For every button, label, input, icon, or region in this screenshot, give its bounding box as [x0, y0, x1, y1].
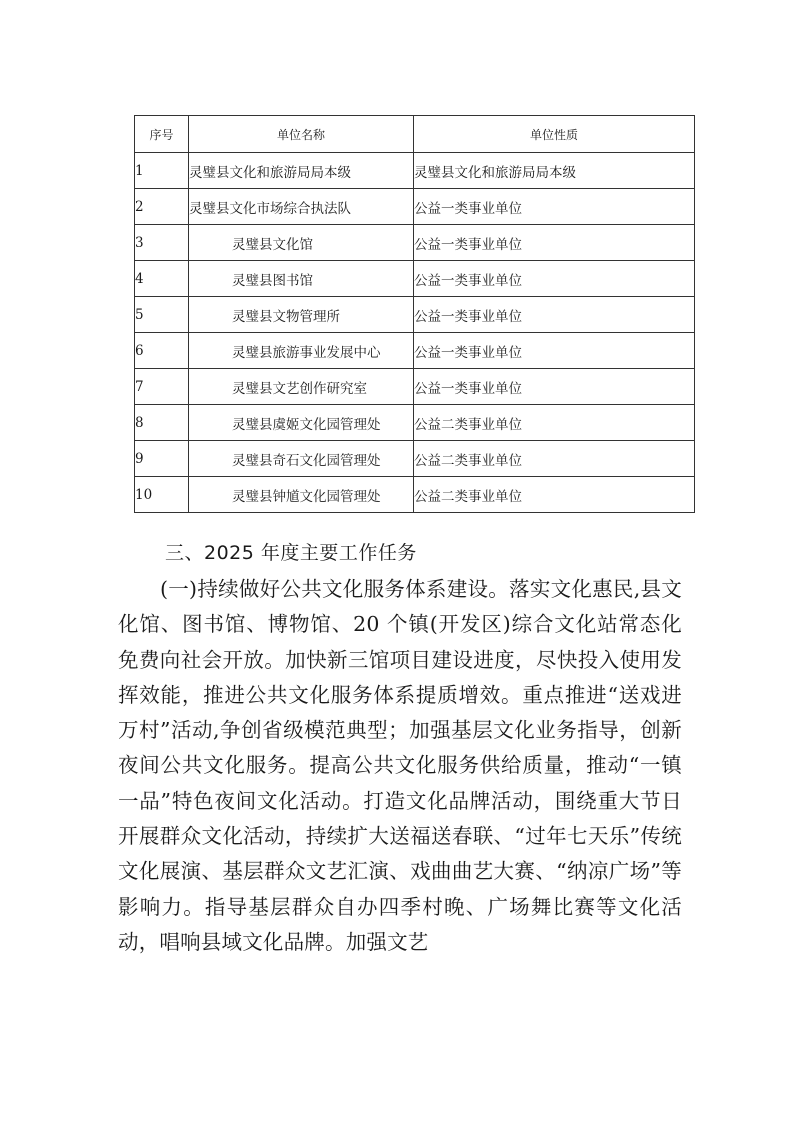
- row-serial-number: 5: [135, 297, 189, 333]
- row-unit-type: 公益一类事业单位: [414, 333, 695, 369]
- row-unit-type: 公益二类事业单位: [414, 441, 695, 477]
- section-heading: 三、2025 年度主要工作任务: [165, 542, 417, 564]
- table-header-row: [135, 116, 695, 153]
- row-unit-type: 公益一类事业单位: [414, 297, 695, 333]
- table-row: [135, 441, 695, 477]
- row-unit-type: 公益一类事业单位: [414, 369, 695, 405]
- row-unit-name: 灵璧县文化馆: [189, 225, 414, 261]
- units-table-container: [134, 115, 694, 513]
- row-unit-name: 灵璧县图书馆: [189, 261, 414, 297]
- row-unit-type: 公益一类事业单位: [414, 189, 695, 225]
- table-row: [135, 369, 695, 405]
- row-serial-number: 8: [135, 405, 189, 441]
- row-unit-name: 灵璧县奇石文化园管理处: [189, 441, 414, 477]
- row-serial-number: 2: [135, 189, 189, 225]
- row-serial-number: 1: [135, 153, 189, 189]
- row-unit-type: 公益二类事业单位: [414, 405, 695, 441]
- body-paragraph: (一)持续做好公共文化服务体系建设。落实文化惠民,县文化馆、图书馆、博物馆、20 个镇(开发区)综合文化站常态化免费向社会开放。加快新三馆项目建设进度，尽快投入使用发挥效能，推进公共文化服务体系提质增效。重点推进“送戏进万村”活动,争创省级模范典型；加强基层文化业务指导，创新夜间公共文化服务。提高公共文化服务供给质量，推动“一镇一品”特色夜间文化活动。打造文化品牌活动，围绕重大节日开展群众文化活动，持续扩大送福送春联、“过年七天乐”传统文化展演、基层群众文艺汇演、戏曲曲艺大赛、“纳凉广场”等影响力。指导基层群众自办四季村晚、广场舞比赛等文化活动，唱响县域文化品牌。加强文艺: [118, 577, 682, 954]
- row-unit-type: 公益二类事业单位: [414, 477, 695, 513]
- row-unit-name: 灵璧县文化市场综合执法队: [189, 189, 414, 225]
- row-unit-name: 灵璧县文化和旅游局局本级: [189, 153, 414, 189]
- row-serial-number: 7: [135, 369, 189, 405]
- table-row: [135, 297, 695, 333]
- table-row: [135, 477, 695, 513]
- table-row: [135, 405, 695, 441]
- table-row: [135, 189, 695, 225]
- row-unit-name: 灵璧县文艺创作研究室: [189, 369, 414, 405]
- table-row: [135, 333, 695, 369]
- row-unit-name: 灵璧县文物管理所: [189, 297, 414, 333]
- row-serial-number: 3: [135, 225, 189, 261]
- row-unit-type: 灵璧县文化和旅游局局本级: [414, 153, 695, 189]
- row-serial-number: 9: [135, 441, 189, 477]
- units-table: [134, 115, 695, 513]
- table-row: [135, 261, 695, 297]
- row-unit-type: 公益一类事业单位: [414, 261, 695, 297]
- row-unit-name: 灵璧县旅游事业发展中心: [189, 333, 414, 369]
- header-unit-type: 单位性质: [414, 116, 695, 153]
- row-serial-number: 6: [135, 333, 189, 369]
- row-serial-number: 10: [135, 477, 189, 513]
- header-unit-name: 单位名称: [189, 116, 414, 153]
- table-row: [135, 225, 695, 261]
- row-unit-type: 公益一类事业单位: [414, 225, 695, 261]
- row-serial-number: 4: [135, 261, 189, 297]
- row-unit-name: 灵璧县虞姬文化园管理处: [189, 405, 414, 441]
- row-unit-name: 灵璧县钟馗文化园管理处: [189, 477, 414, 513]
- header-serial-number: 序号: [135, 116, 189, 153]
- table-row: [135, 153, 695, 189]
